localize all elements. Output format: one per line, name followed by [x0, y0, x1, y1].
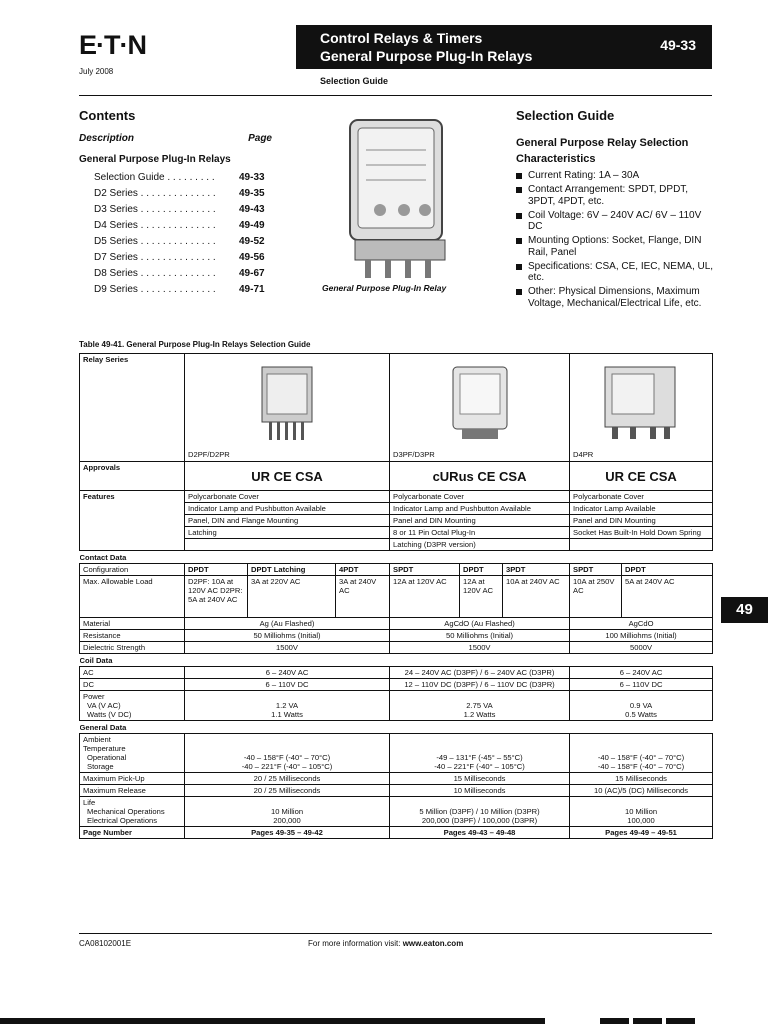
contents-item-page: 49-56	[239, 252, 265, 263]
config-1: DPDT Latching	[248, 564, 336, 576]
header-title	[320, 29, 532, 65]
contents-list	[79, 133, 274, 298]
relay-series-label	[80, 354, 185, 462]
bottom-rule	[79, 933, 712, 934]
contents-item-page: 49-71	[239, 284, 265, 295]
pickup-d3: 15 Milliseconds	[390, 773, 570, 785]
temp-d2	[185, 734, 390, 773]
material-d4: AgCdO	[570, 618, 713, 630]
page-number-d3: Pages 49-43 – 49-48	[390, 827, 570, 839]
resistance-d2: 50 Milliohms (Initial)	[185, 630, 390, 642]
max-load-5: 10A at 240V AC	[503, 576, 570, 618]
release-d2: 20 / 25 Milliseconds	[185, 785, 390, 797]
contents-item	[79, 170, 274, 186]
contents-col-page: Page	[248, 133, 272, 144]
life-d3	[390, 797, 570, 827]
operational-d4: -40 – 158°F (-40° – 70°C)	[597, 752, 685, 762]
config-2: 4PDT	[336, 564, 390, 576]
approvals-d4: UR CE CSA	[570, 462, 713, 491]
contents-item-page: 49-43	[239, 204, 265, 215]
resistance-label: Resistance	[80, 630, 185, 642]
header-bar	[296, 25, 712, 69]
contents-item-page: 49-35	[239, 188, 265, 199]
selection-heading: Selection Guide	[516, 108, 615, 123]
temp-d4	[570, 734, 713, 773]
d2-relay-image	[257, 362, 317, 444]
contents-item-page: 49-52	[239, 236, 265, 247]
elec-d4: 100,000	[627, 815, 655, 825]
temp-d3	[390, 734, 570, 773]
max-load-label: Max. Allowable Load	[80, 576, 185, 618]
life-d4	[570, 797, 713, 827]
feature-cell	[570, 539, 713, 551]
selection-bullet: Coil Voltage: 6V – 240V AC/ 6V – 110V DC	[516, 210, 716, 233]
contents-item-label: D7 Series . . . . . . . . . . . . . .	[94, 252, 216, 263]
material-d2: Ag (Au Flashed)	[185, 618, 390, 630]
relay-series-label-text: Relay Series	[83, 355, 129, 364]
storage-d2: -40 – 221°F (-40° – 105°C)	[241, 761, 333, 771]
release-label: Maximum Release	[80, 785, 185, 797]
general-data-heading: General Data	[80, 721, 713, 734]
contents-group: General Purpose Plug-In Relays	[79, 154, 231, 165]
release-d3: 10 Milliseconds	[390, 785, 570, 797]
eaton-logo: E·T·N	[79, 30, 146, 60]
contents-item	[79, 282, 274, 298]
contents-item-page: 49-49	[239, 220, 265, 231]
contact-data-heading: Contact Data	[80, 551, 713, 564]
contents-item	[79, 266, 274, 282]
contents-item	[79, 218, 274, 234]
material-d3: AgCdO (Au Flashed)	[390, 618, 570, 630]
mech-d4: 10 Million	[624, 806, 658, 816]
publication-date: July 2008	[79, 67, 114, 76]
approvals-label	[80, 462, 185, 491]
series-cell-d2	[185, 354, 390, 462]
contents-col-description: Description	[79, 133, 135, 144]
relay-photo	[330, 110, 458, 282]
ac-d2: 6 – 240V AC	[185, 667, 390, 679]
power-w-d3: 1.2 Watts	[463, 709, 496, 719]
footer-info	[308, 939, 463, 948]
d3-relay-image	[448, 362, 512, 444]
max-load-6: 10A at 250V AC	[570, 576, 622, 618]
contents-heading: Contents	[79, 108, 136, 123]
config-7: DPDT	[622, 564, 713, 576]
contents-item-label: D5 Series . . . . . . . . . . . . . .	[94, 236, 216, 247]
mech-label: Mechanical Operations	[87, 807, 165, 816]
feature-cell: Polycarbonate Cover	[185, 491, 390, 503]
selection-bullet: Other: Physical Dimensions, Maximum Voltage, Mechanical/Electrical Life, etc.	[516, 286, 716, 309]
features-label-cell	[80, 503, 185, 515]
feature-cell: Panel and DIN Mounting	[570, 515, 713, 527]
config-4: DPDT	[460, 564, 503, 576]
contents-item	[79, 250, 274, 266]
contents-item	[79, 234, 274, 250]
features-label-cell	[80, 527, 185, 539]
life-d2	[185, 797, 390, 827]
life-label: Life	[83, 798, 96, 807]
page-number-label: Page Number	[80, 827, 185, 839]
contents-header	[79, 133, 274, 144]
features-label-cell	[80, 515, 185, 527]
features-label-cell: Features	[80, 491, 185, 503]
mech-d2: 10 Million	[270, 806, 304, 816]
contents-item-label: D8 Series . . . . . . . . . . . . . .	[94, 268, 216, 279]
operational-d3: -49 – 131°F (-45° – 55°C)	[436, 752, 523, 762]
feature-cell: Polycarbonate Cover	[390, 491, 570, 503]
selection-bullet: Current Rating: 1A – 30A	[516, 170, 716, 182]
header-subtitle: Selection Guide	[320, 76, 389, 86]
feature-cell: 8 or 11 Pin Octal Plug-In	[390, 527, 570, 539]
power-d3	[390, 691, 570, 721]
bottom-bar	[0, 1018, 545, 1024]
feature-cell: Socket Has Built-In Hold Down Spring	[570, 527, 713, 539]
contents-item-page: 49-67	[239, 268, 265, 279]
series-cell-d4	[570, 354, 713, 462]
dc-d4: 6 – 110V DC	[570, 679, 713, 691]
release-d4: 10 (AC)/5 (DC) Milliseconds	[570, 785, 713, 797]
contents-item-label: D4 Series . . . . . . . . . . . . . .	[94, 220, 216, 231]
bottom-marks	[600, 1018, 695, 1024]
table-caption: Table 49-41. General Purpose Plug-In Relays Selection Guide	[79, 340, 311, 349]
header-title-line1: Control Relays & Timers	[320, 30, 483, 46]
dielectric-d2: 1500V	[185, 642, 390, 654]
footer-code: CA08102001E	[79, 939, 132, 948]
feature-cell	[185, 539, 390, 551]
header-title-line2: General Purpose Plug-In Relays	[320, 48, 533, 64]
feature-cell: Indicator Lamp and Pushbutton Available	[390, 503, 570, 515]
dc-d3: 12 – 110V DC (D3PF) / 6 – 110V DC (D3PR)	[390, 679, 570, 691]
contents-item	[79, 186, 274, 202]
page-number-d4: Pages 49-49 – 49-51	[570, 827, 713, 839]
dielectric-label: Dielectric Strength	[80, 642, 185, 654]
coil-data-heading: Coil Data	[80, 654, 713, 667]
power-w-d4: 0.5 Watts	[625, 709, 657, 719]
pickup-d4: 15 Milliseconds	[570, 773, 713, 785]
contents-item	[79, 202, 274, 218]
selection-bullet: Mounting Options: Socket, Flange, DIN Rail, Panel	[516, 235, 716, 258]
series-name-d2: D2PF/D2PR	[188, 450, 230, 459]
ac-d3: 24 – 240V AC (D3PF) / 6 – 240V AC (D3PR)	[390, 667, 570, 679]
power-va-d3: 2.75 VA	[466, 700, 493, 710]
max-load-2: 3A at 240V AC	[336, 576, 390, 618]
contents-item-label: D9 Series . . . . . . . . . . . . . .	[94, 284, 216, 295]
d4-relay-image	[600, 362, 680, 444]
resistance-d3: 50 Milliohms (Initial)	[390, 630, 570, 642]
power-va-label: VA (V AC)	[87, 701, 121, 710]
configuration-label: Configuration	[80, 564, 185, 576]
selection-bullet: Specifications: CSA, CE, IEC, NEMA, UL, etc.	[516, 261, 716, 284]
ac-label: AC	[80, 667, 185, 679]
power-va-d4: 0.9 VA	[629, 700, 653, 710]
max-load-1: 3A at 220V AC	[248, 576, 336, 618]
contents-item-page: 49-33	[239, 172, 265, 183]
contents-item-label: D2 Series . . . . . . . . . . . . . .	[94, 188, 216, 199]
series-cell-d3	[390, 354, 570, 462]
approvals-label-text: Approvals	[83, 463, 121, 472]
power-label-cell	[80, 691, 185, 721]
footer-url[interactable]: www.eaton.com	[402, 939, 464, 948]
selection-table	[79, 353, 713, 839]
resistance-d4: 100 Milliohms (Initial)	[570, 630, 713, 642]
feature-cell: Panel and DIN Mounting	[390, 515, 570, 527]
selection-subheading: General Purpose Relay Selection Characteristics	[516, 137, 689, 165]
max-load-7: 5A at 240V AC	[622, 576, 713, 618]
storage-label: Storage	[87, 762, 114, 771]
power-d4	[570, 691, 713, 721]
selection-bullet: Contact Arrangement: SPDT, DPDT, 3PDT, 4PDT, etc.	[516, 184, 716, 207]
storage-d4: -40 – 158°F (-40° – 70°C)	[597, 761, 685, 771]
header-page-number: 49-33	[660, 37, 696, 53]
power-d2	[185, 691, 390, 721]
power-w-d2: 1.1 Watts	[271, 709, 303, 719]
series-name-d4: D4PR	[573, 450, 594, 459]
feature-cell: Latching (D3PR version)	[390, 539, 570, 551]
max-load-4: 12A at 120V AC	[460, 576, 503, 618]
dielectric-d3: 1500V	[390, 642, 570, 654]
section-tab: 49	[721, 597, 768, 623]
approvals-d2: UR CE CSA	[185, 462, 390, 491]
footer-info-text: For more information visit:	[308, 939, 403, 948]
life-label-cell	[80, 797, 185, 827]
feature-cell: Indicator Lamp Available	[570, 503, 713, 515]
power-label: Power	[83, 692, 105, 701]
material-label: Material	[80, 618, 185, 630]
feature-cell: Indicator Lamp and Pushbutton Available	[185, 503, 390, 515]
max-load-3: 12A at 120V AC	[390, 576, 460, 618]
selection-bullets	[516, 170, 716, 312]
storage-d3: -40 – 221°F (-40° – 105°C)	[434, 761, 525, 771]
contents-item-label: D3 Series . . . . . . . . . . . . . .	[94, 204, 216, 215]
ac-d4: 6 – 240V AC	[570, 667, 713, 679]
max-load-0: D2PF: 10A at 120V AC D2PR: 5A at 240V AC	[185, 576, 248, 618]
photo-caption: General Purpose Plug-In Relay	[322, 283, 447, 293]
pickup-d2: 20 / 25 Milliseconds	[185, 773, 390, 785]
contents-item-label: Selection Guide . . . . . . . . .	[94, 172, 215, 183]
dc-label: DC	[80, 679, 185, 691]
feature-cell: Polycarbonate Cover	[570, 491, 713, 503]
ambient-label: Ambient	[83, 735, 111, 744]
series-name-d3: D3PF/D3PR	[393, 450, 435, 459]
features-label-cell	[80, 539, 185, 551]
operational-label: Operational	[87, 753, 127, 762]
power-w-label: Watts (V DC)	[87, 710, 132, 719]
top-rule	[79, 95, 712, 96]
feature-cell: Panel, DIN and Flange Mounting	[185, 515, 390, 527]
page-number-d2: Pages 49-35 – 49-42	[185, 827, 390, 839]
elec-d3: 200,000 (D3PF) / 100,000 (D3PR)	[421, 815, 538, 825]
config-0: DPDT	[185, 564, 248, 576]
config-3: SPDT	[390, 564, 460, 576]
ambient-label-cell	[80, 734, 185, 773]
dc-d2: 6 – 110V DC	[185, 679, 390, 691]
config-6: SPDT	[570, 564, 622, 576]
operational-d2: -40 – 158°F (-40° – 70°C)	[243, 752, 331, 762]
config-5: 3PDT	[503, 564, 570, 576]
feature-cell: Latching	[185, 527, 390, 539]
pickup-label: Maximum Pick-Up	[80, 773, 185, 785]
elec-label: Electrical Operations	[87, 816, 158, 825]
mech-d3: 5 Million (D3PF) / 10 Million (D3PR)	[419, 806, 540, 816]
elec-d2: 200,000	[273, 815, 301, 825]
approvals-d3: cURus CE CSA	[390, 462, 570, 491]
power-va-d2: 1.2 VA	[275, 700, 299, 710]
temperature-label: Temperature	[83, 744, 126, 753]
dielectric-d4: 5000V	[570, 642, 713, 654]
